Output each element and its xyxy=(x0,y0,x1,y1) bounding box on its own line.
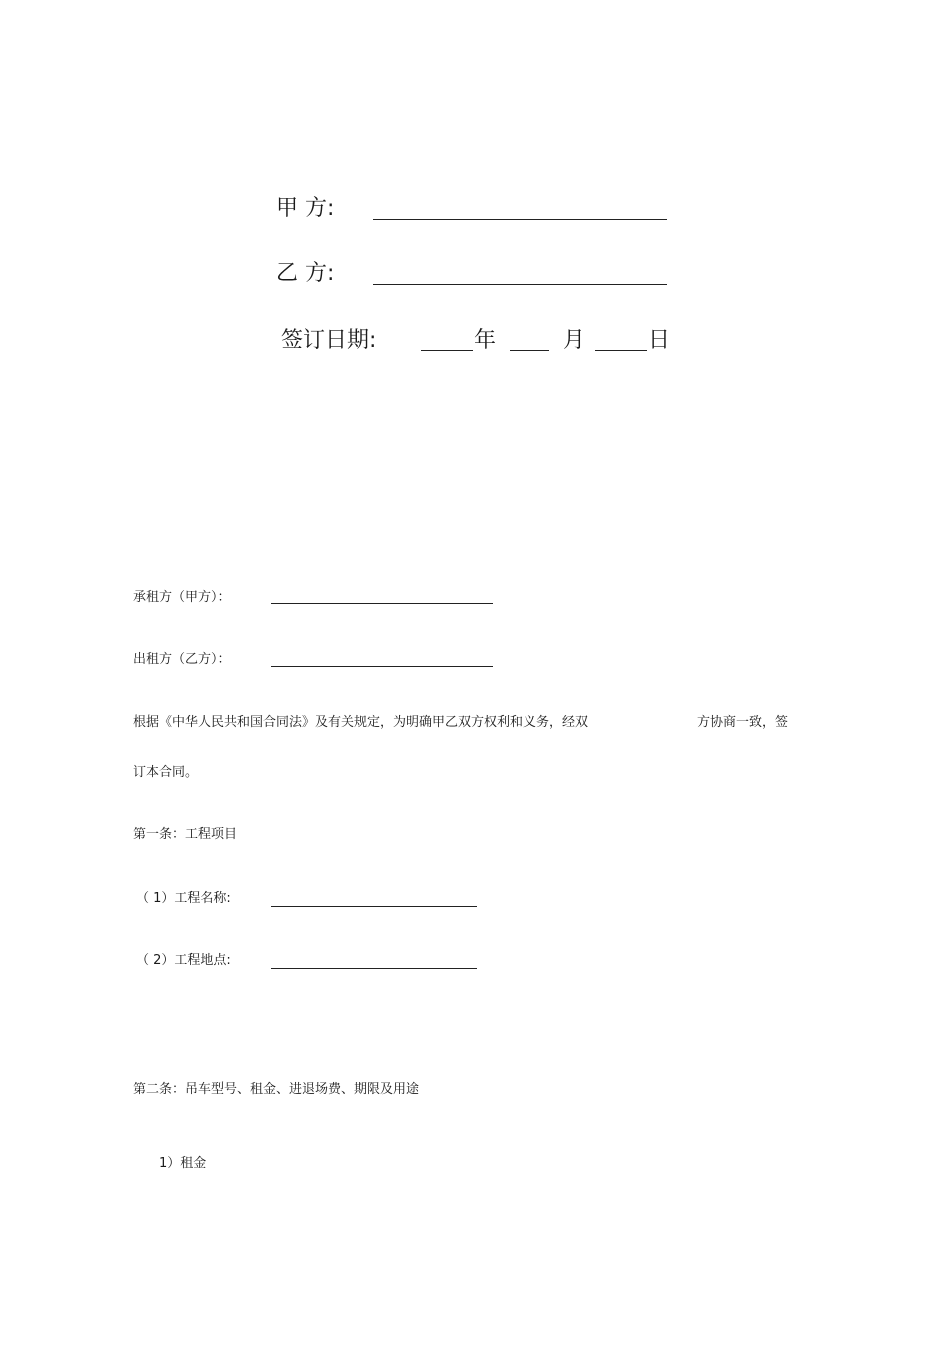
day-blank[interactable] xyxy=(595,350,647,351)
party-a-blank[interactable] xyxy=(373,219,667,220)
preamble-line2: 订本合同。 xyxy=(133,765,199,780)
party-b-label: 乙 方: xyxy=(276,261,335,286)
project-site-label: （ 2）工程地点: xyxy=(136,953,231,968)
project-name-blank[interactable] xyxy=(271,906,477,907)
party-b-blank[interactable] xyxy=(373,284,667,285)
project-site-blank[interactable] xyxy=(271,968,477,969)
preamble-part1: 根据《中华人民共和国合同法》及有关规定，为明确甲乙双方权利和义务，经双 xyxy=(133,715,589,730)
party-a-label: 甲 方: xyxy=(276,196,335,221)
rent-item: 1）租金 xyxy=(159,1156,207,1171)
lessor-label: 出租方（乙方）： xyxy=(133,652,231,667)
lessee-label: 承租方（甲方）： xyxy=(133,590,231,605)
article1-title: 第一条：工程项目 xyxy=(133,827,238,842)
sign-date-label: 签订日期: xyxy=(281,328,377,353)
article2-title: 第二条：吊车型号、租金、进退场费、期限及用途 xyxy=(133,1082,420,1097)
lessor-blank[interactable] xyxy=(271,666,493,667)
day-char: 日 xyxy=(648,328,671,353)
month-char: 月 xyxy=(563,328,586,353)
year-char: 年 xyxy=(474,328,497,353)
lessee-blank[interactable] xyxy=(271,603,493,604)
project-name-label: （ 1）工程名称: xyxy=(136,891,231,906)
month-blank[interactable] xyxy=(510,350,549,351)
year-blank[interactable] xyxy=(421,350,473,351)
preamble-part2: 方协商一致，签 xyxy=(697,715,789,730)
